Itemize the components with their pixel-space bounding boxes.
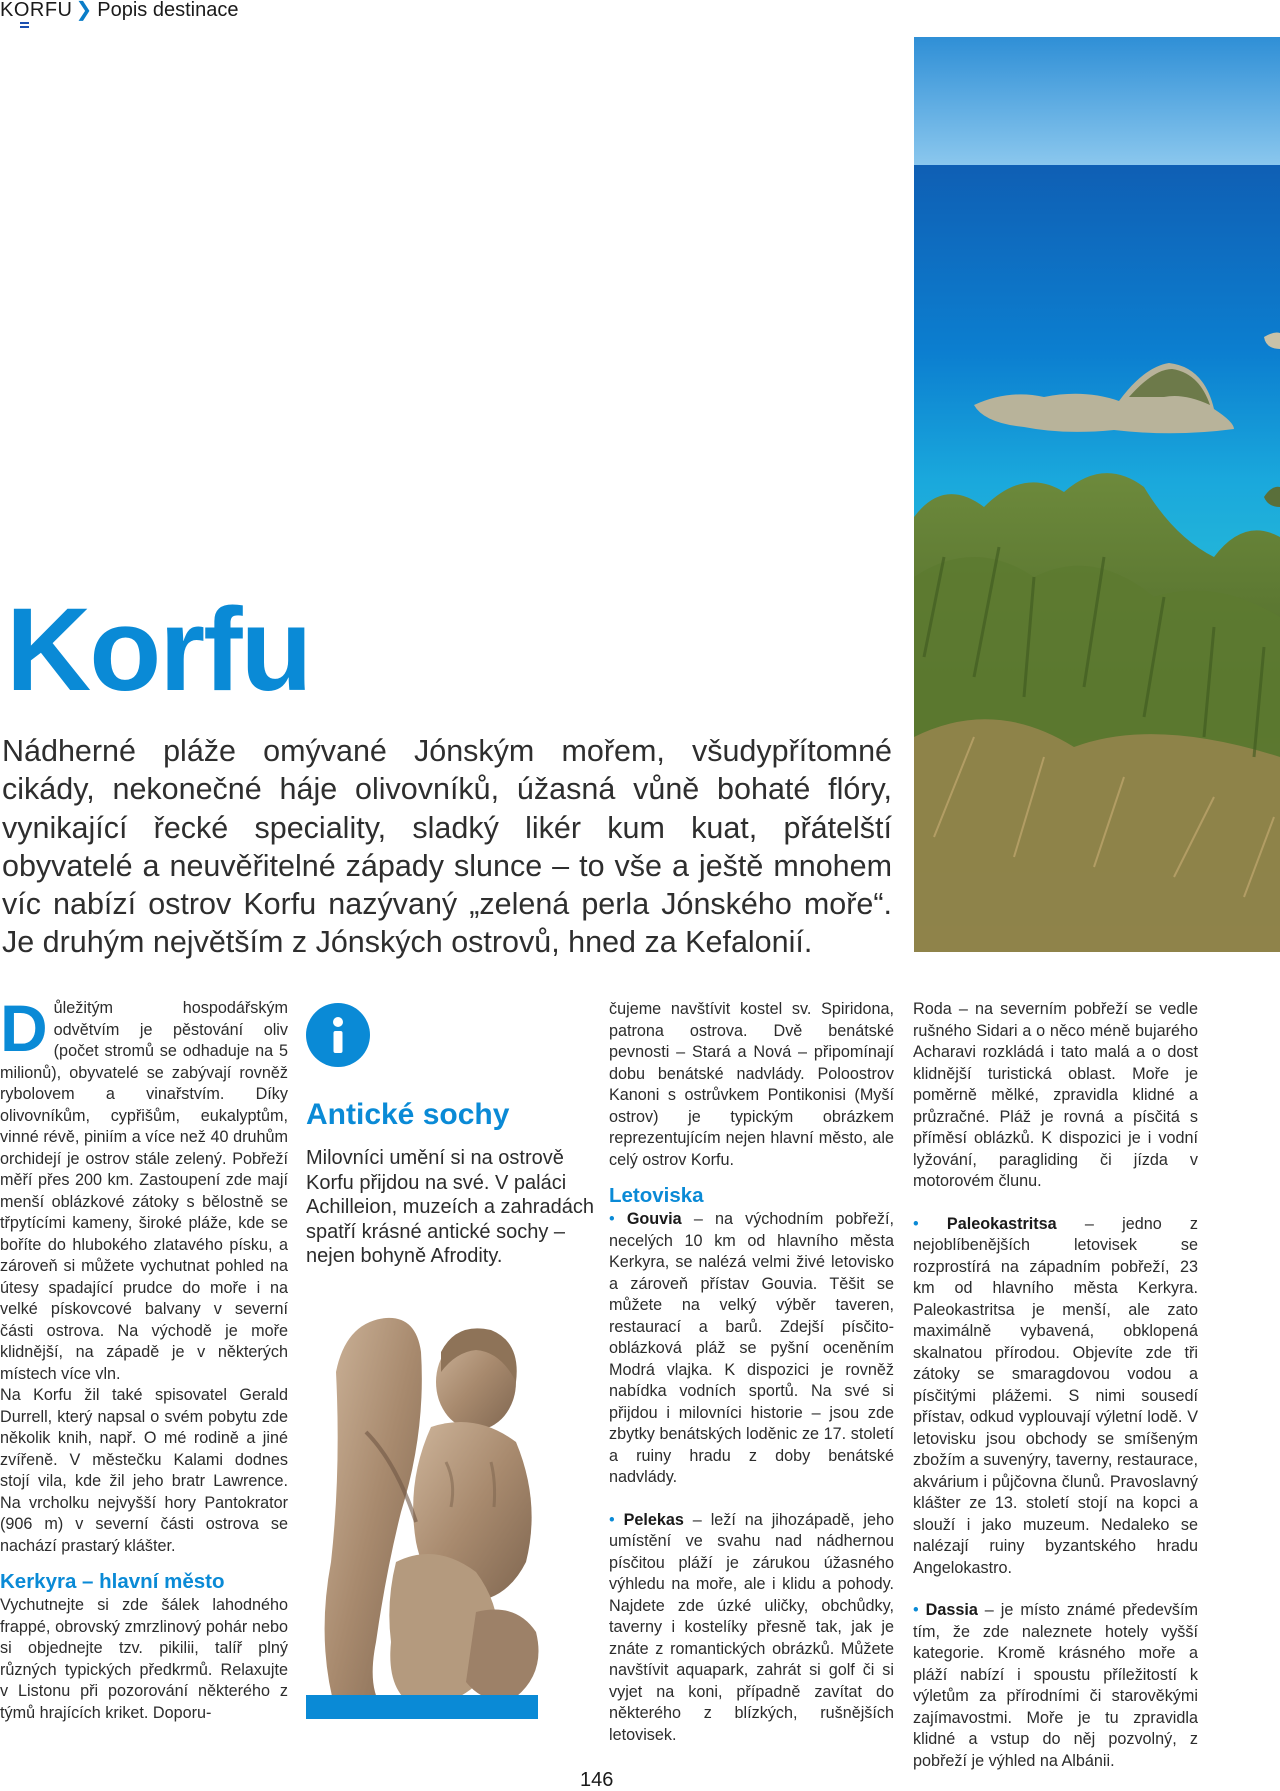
- coast-photo: [914, 37, 1280, 952]
- column-4: [913, 999, 1198, 1772]
- infobox-heading: Antické sochy: [306, 1098, 510, 1131]
- info-icon: [306, 1003, 370, 1067]
- resort-dassia: • Dassia – je místo známé především tím, že zde naleznete hotely vyšší kategorie. Kromě krásného moře a pláží nabízí i spoustu příležitostí k výletům za přírodními či starověkými zajímavostmi. Moře je tu zpravidla klidné a vstup do něj pozvolný, z pobřeží je výhled na Albánii.: [913, 1601, 1198, 1770]
- column-3: [609, 999, 894, 1746]
- intro-paragraph: Důležitým hospodářským odvětvím je pěstování oliv (počet stromů se odhaduje na 5 milionů), obyvatelé se zabývají rovněž rybolovem a vinařstvím. Díky olivovníkům, cypřišům, eukalyptům, vinné révě, piniím a více než 40 druhům orchidejí je ostrov stále zelený. Pobřeží měří přes 200 km. Zastoupení zde mají menší oblázkové zátoky s bělostně se třpytícími kameny, široké pláže, kde se boříte do hlubokého zlatavého písku, a zároveň si můžete vychutnat pohled na útesy spadající prudce do moře i na velké pískovcové balvany v severní části ostrova. Na východě je moře klidnější, na západě je v některých místech více vln.: [0, 991, 288, 1383]
- column-1: [0, 991, 288, 1724]
- greek-flag-icon: [20, 22, 29, 28]
- breadcrumb-current: Popis destinace: [97, 0, 239, 21]
- resort-pelekas: • Pelekas – leží na jihozápadě, jeho umístění ve svahu nad nádhernou písčitou pláží je zárukou úžasného výhledu na moře, ale i klidu a pohody. Najdete zde úzké uličky, obchůdky, taverny i kostelíky přesně tak, jak je znáte z romantických obrázků. Můžete navštívit aquapark, zahrát si golf či si vyjet na koni, případně zavítat do některého z blízkých, rušnějších letovisek.: [609, 1510, 895, 1744]
- breadcrumb: [0, 0, 238, 21]
- durrell-paragraph: Na Korfu žil také spisovatel Gerald Durrell, který napsal o svém pobytu zde několik knih, např. O mé rodině a jiné zvířeně. V městečku Kalami dodnes stojí vila, kde žil jeho bratr Lawrence. Na vrcholku nejvyšší hory Pantokrator (906 m) v severní části ostrova se nachází prastarý klášter.: [0, 1386, 288, 1555]
- chevron-right-icon: ❯: [75, 0, 93, 21]
- page-number: 146: [580, 1769, 614, 1791]
- infobox-text: Milovníci umění si na ostrově Korfu přijdou na své. V paláci Achilleion, muzeích a zahradách spatří krásné antické sochy – nejen bohyně Afrodity.: [306, 1147, 594, 1267]
- heading-letoviska: Letoviska: [609, 1184, 704, 1207]
- drop-cap: D: [0, 991, 48, 1065]
- page-title: Korfu: [6, 584, 311, 716]
- kerkyra-continuation: čujeme navštívit kostel sv. Spiridona, patrona ostrova. Dvě benátské pevnosti – Stará a Nová – připomínají dobu benátské nadvlády. Poloostrov Kanoni s ostrůvkem Pontikonisi (Myší ostrov) je typickým obrázkem reprezentujícím nejen hlavní město, ale celý ostrov Korfu.: [609, 1000, 894, 1169]
- kerkyra-paragraph: Vychutnejte si zde šálek lahodného frappé, obrovský zmrzlinový pohár nebo si objednejte tzv. pikilii, talíř plný různých typických předkrmů. Relaxujte v Listonu při pozorování některého z týmů hrajících kriket. Doporu-: [0, 1596, 288, 1722]
- resort-gouvia: • Gouvia – na východním pobřeží, necelých 10 km od hlavního města Kerkyra, se nalézá velmi živé letovisko a zároveň přístav Gouvia. Těšit se můžete na velký výběr taveren, restaurací a barů. Zdejší písčito-oblázková pláž se pyšní oceněním Modrá vlajka. K dispozici je rovněž nabídka vodních sportů. Na své si přijdou i milovníci historie – jsou zde zbytky benátských loděnic ze 17. století a ruiny hradu z doby benátské nadvlády.: [609, 1210, 894, 1486]
- statue-photo: [306, 1312, 589, 1719]
- heading-kerkyra: Kerkyra – hlavní město: [0, 1570, 225, 1593]
- lead-paragraph: Nádherné pláže omývané Jónským mořem, všudypřítomné cikády, nekonečné háje olivovníků, úžasná vůně bohaté flóry, vynikající řecké speciality, sladký likér kum kuat, přátelští obyvatelé a neuvěřitelné západy slunce – to vše a ještě mnohem víc nabízí ostrov Korfu nazývaný „zelená perla Jónského moře“. Je druhým největším z Jónských ostrovů, hned za Kefalonií.: [2, 734, 892, 960]
- resort-roda: Roda – na severním pobřeží se vedle rušného Sidari a o něco méně bujarého Acharavi rozkládá i tato malá a o dost klidnější turistická oblast. Moře je poměrně mělké, zpravidla klidné a průzračné. Pláž je rovná a písčitá s příměsí oblázků. K dispozici je i vodní lyžování, paragliding či jízda v motorovém člunu.: [913, 1000, 1198, 1190]
- breadcrumb-root: KORFU: [0, 0, 73, 21]
- resort-paleokastritsa: • Paleokastritsa – jedno z nejoblíbenějších letovisek se rozprostírá na západním pobřeží, 23 km od hlavního města Kerkyra. Paleokastritsa je menší, ale zato maximálně vybavená, obklopená skalnatou přírodou. Objevíte zde tři zátoky se smaragdovou vodou a písčitými plážemi. S nimi sousedí přístav, odkud vyplouvají výletní lodě. V letovisku jsou obchody se smíšeným zbožím a suvenýry, taverny, restaurace, akvárium i půjčovna člunů. Pravoslavný klášter ze 13. století stojí na kopci a slouží i jako muzeum. Nedaleko se nalézají ruiny byzantského hradu Angelokastro.: [913, 1214, 1199, 1577]
